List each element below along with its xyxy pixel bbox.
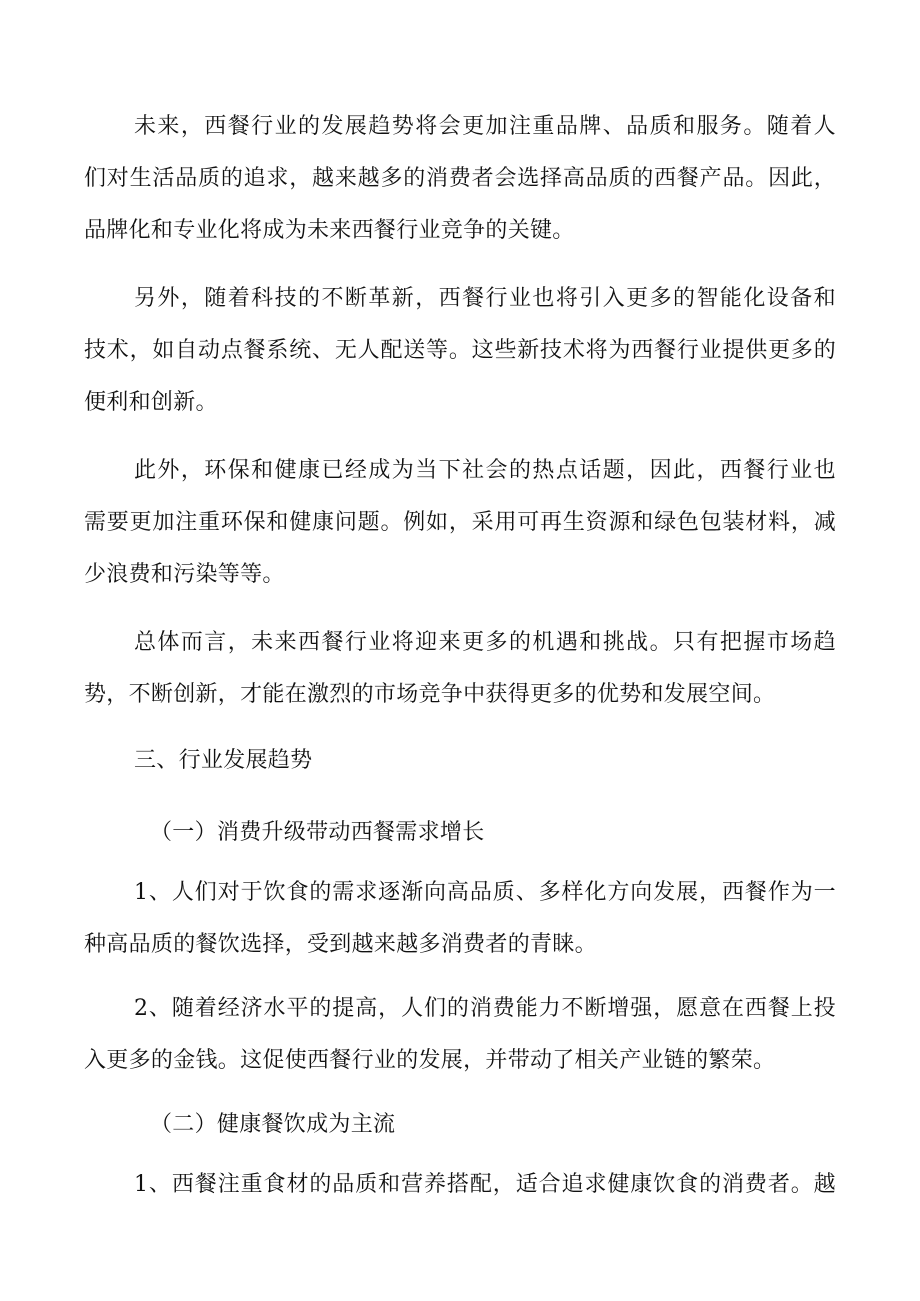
text-line: 品牌化和专业化将成为未来西餐行业竞争的关键。 bbox=[84, 218, 575, 243]
text-line: 种高品质的餐饮选择，受到越来越多消费者的青睐。 bbox=[84, 932, 597, 957]
section-heading: 三、行业发展趋势 bbox=[134, 748, 313, 773]
text-line: 少浪费和污染等等。 bbox=[84, 562, 285, 587]
text-line: 们对生活品质的追求，越来越多的消费者会选择高品质的西餐产品。因此， bbox=[84, 166, 836, 191]
text-line: 需要更加注重环保和健康问题。例如，采用可再生资源和绿色包装材料，减 bbox=[84, 510, 836, 535]
text-line: 便利和创新。 bbox=[84, 390, 218, 415]
text-line: 1、西餐注重食材的品质和营养搭配，适合追求健康饮食的消费者。越 bbox=[134, 1172, 836, 1197]
text-line: 势，不断创新，才能在激烈的市场竞争中获得更多的优势和发展空间。 bbox=[84, 682, 776, 707]
text-line: 另外，随着科技的不断革新，西餐行业也将引入更多的智能化设备和 bbox=[134, 286, 836, 311]
text-line: 技术，如自动点餐系统、无人配送等。这些新技术将为西餐行业提供更多的 bbox=[84, 338, 836, 363]
text-line: 入更多的金钱。这促使西餐行业的发展，并带动了相关产业链的繁荣。 bbox=[84, 1048, 776, 1073]
text-line: 未来，西餐行业的发展趋势将会更加注重品牌、品质和服务。随着人 bbox=[134, 114, 836, 139]
text-line: 2、随着经济水平的提高，人们的消费能力不断增强，愿意在西餐上投 bbox=[134, 996, 836, 1021]
text-line: 总体而言，未来西餐行业将迎来更多的机遇和挑战。只有把握市场趋 bbox=[134, 630, 836, 655]
subsection-heading-healthy-dining: （二）健康餐饮成为主流 bbox=[150, 1112, 396, 1137]
text-line: 1、人们对于饮食的需求逐渐向高品质、多样化方向发展，西餐作为一 bbox=[134, 880, 836, 905]
subsection-heading-consumption-upgrade: （一）消费升级带动西餐需求增长 bbox=[150, 820, 485, 845]
text-line: 此外，环保和健康已经成为当下社会的热点话题，因此，西餐行业也 bbox=[134, 458, 836, 483]
